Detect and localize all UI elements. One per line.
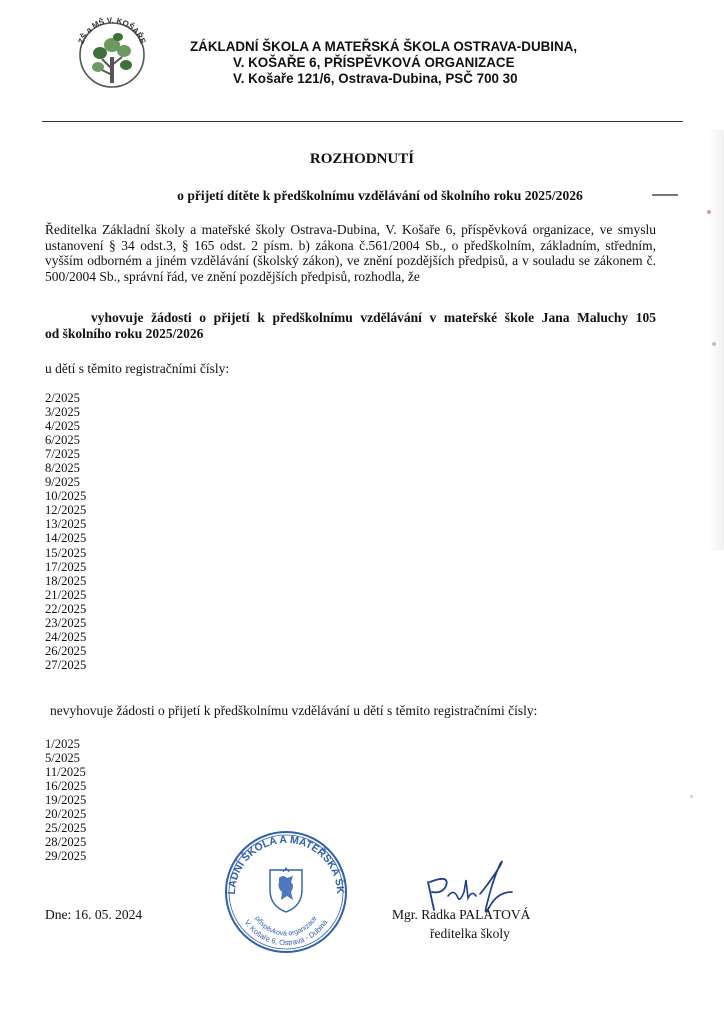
accepted-item: 7/2025 (45, 447, 80, 462)
accepted-item: 2/2025 (45, 391, 80, 405)
decision-paragraph: Ředitelka Základní školy a mateřské školy Ostrava-Dubina, V. Košaře 6, příspěvková organizace, ve smyslu ustanovení § 34 odst.3, § 165 odst. 2 písm. b) zákona č.561/2004 Sb., o předškolním, základním, středním, vyšším odborném a jiném vzdělávání (školský zákon), ve znění pozdějších předpisů, a v souladu se zákonem č. 500/2004 Sb., správní řád, ve znění pozdějších předpisů, rozhodla, že (45, 222, 656, 284)
accepted-item: 9/2025 (45, 475, 80, 490)
rejected-item: 19/2025 (45, 793, 87, 808)
accepted-item: 13/2025 (45, 517, 87, 532)
decision-statement (45, 310, 656, 342)
scan-mark (690, 795, 693, 798)
accepted-item: 3/2025 (45, 405, 80, 420)
accepted-item: 22/2025 (45, 601, 87, 616)
rejected-item: 29/2025 (45, 849, 87, 864)
school-logo (72, 13, 152, 93)
decision-line-1: vyhovuje žádosti o přijetí k předškolnímu vzdělávání v mateřské škole Jana Maluchy 105 (91, 310, 656, 325)
rejected-item: 28/2025 (45, 835, 87, 850)
rejected-item: 25/2025 (45, 821, 87, 836)
accepted-item: 18/2025 (45, 573, 87, 588)
rejected-item: 20/2025 (45, 807, 87, 822)
document-title: ROZHODNUTÍ (309, 151, 415, 167)
issue-date: Dne: 16. 05. 2024 (45, 907, 143, 922)
scan-edge-shadow (708, 130, 724, 550)
rejected-item: 1/2025 (45, 737, 80, 751)
accepted-item: 24/2025 (45, 629, 87, 644)
rejected-item: 5/2025 (45, 751, 80, 766)
accepted-item: 10/2025 (45, 489, 87, 504)
signer-role: ředitelka školy (430, 926, 510, 941)
decision-line-2: od školního roku 2025/2026 (45, 325, 204, 341)
accepted-item: 4/2025 (45, 419, 80, 434)
rejected-item: 16/2025 (45, 779, 87, 794)
document-subtitle: o přijetí dítěte k předškolnímu vzdělávání od školního roku 2025/2026 (177, 188, 583, 203)
logo-text: ZŠ a MŠ V. KOŠAŘE (76, 15, 148, 46)
accepted-item: 21/2025 (45, 587, 87, 602)
header-divider (42, 121, 683, 122)
stamp-outer-text: LADNÍ ŠKOLA A MATEŘSKÁ ŠK (225, 833, 347, 895)
accepted-item: 8/2025 (45, 461, 80, 476)
stamp-seal (221, 826, 351, 956)
header-school-address: V. Košaře 121/6, Ostrava-Dubina, PSČ 700 30 (233, 71, 518, 86)
accepted-item: 15/2025 (45, 545, 87, 560)
accepted-item: 14/2025 (45, 531, 87, 546)
signer-name: Mgr. Radka PALÁTOVÁ (392, 907, 531, 922)
school-stamp (221, 826, 351, 956)
accepted-item: 27/2025 (45, 657, 87, 672)
accepted-item: 12/2025 (45, 503, 87, 518)
accepted-list (45, 391, 86, 672)
header-school-org: V. KOŠAŘE 6, PŘÍSPĚVKOVÁ ORGANIZACE (233, 55, 515, 70)
header-school-name: ZÁKLADNÍ ŠKOLA A MATEŘSKÁ ŠKOLA OSTRAVA-DUBINA, (190, 39, 578, 54)
accepted-item: 6/2025 (45, 433, 80, 448)
school-logo-tree (72, 13, 152, 93)
pen-mark (652, 194, 678, 196)
accepted-item: 23/2025 (45, 615, 87, 630)
rejected-intro: nevyhovuje žádosti o přijetí k předškolnímu vzdělávání u dětí s těmito registračními čísly: (50, 703, 538, 718)
stamp-inner-text: příspěvková organizace (253, 915, 319, 938)
accepted-item: 17/2025 (45, 559, 87, 574)
stamp-bottom-text: V. Košaře 6, Ostrava - Dubina (242, 918, 330, 948)
rejected-item: 11/2025 (45, 765, 86, 780)
accepted-intro: u dětí s těmito registračními čísly: (45, 361, 230, 376)
rejected-list (45, 737, 86, 863)
accepted-item: 26/2025 (45, 643, 87, 658)
